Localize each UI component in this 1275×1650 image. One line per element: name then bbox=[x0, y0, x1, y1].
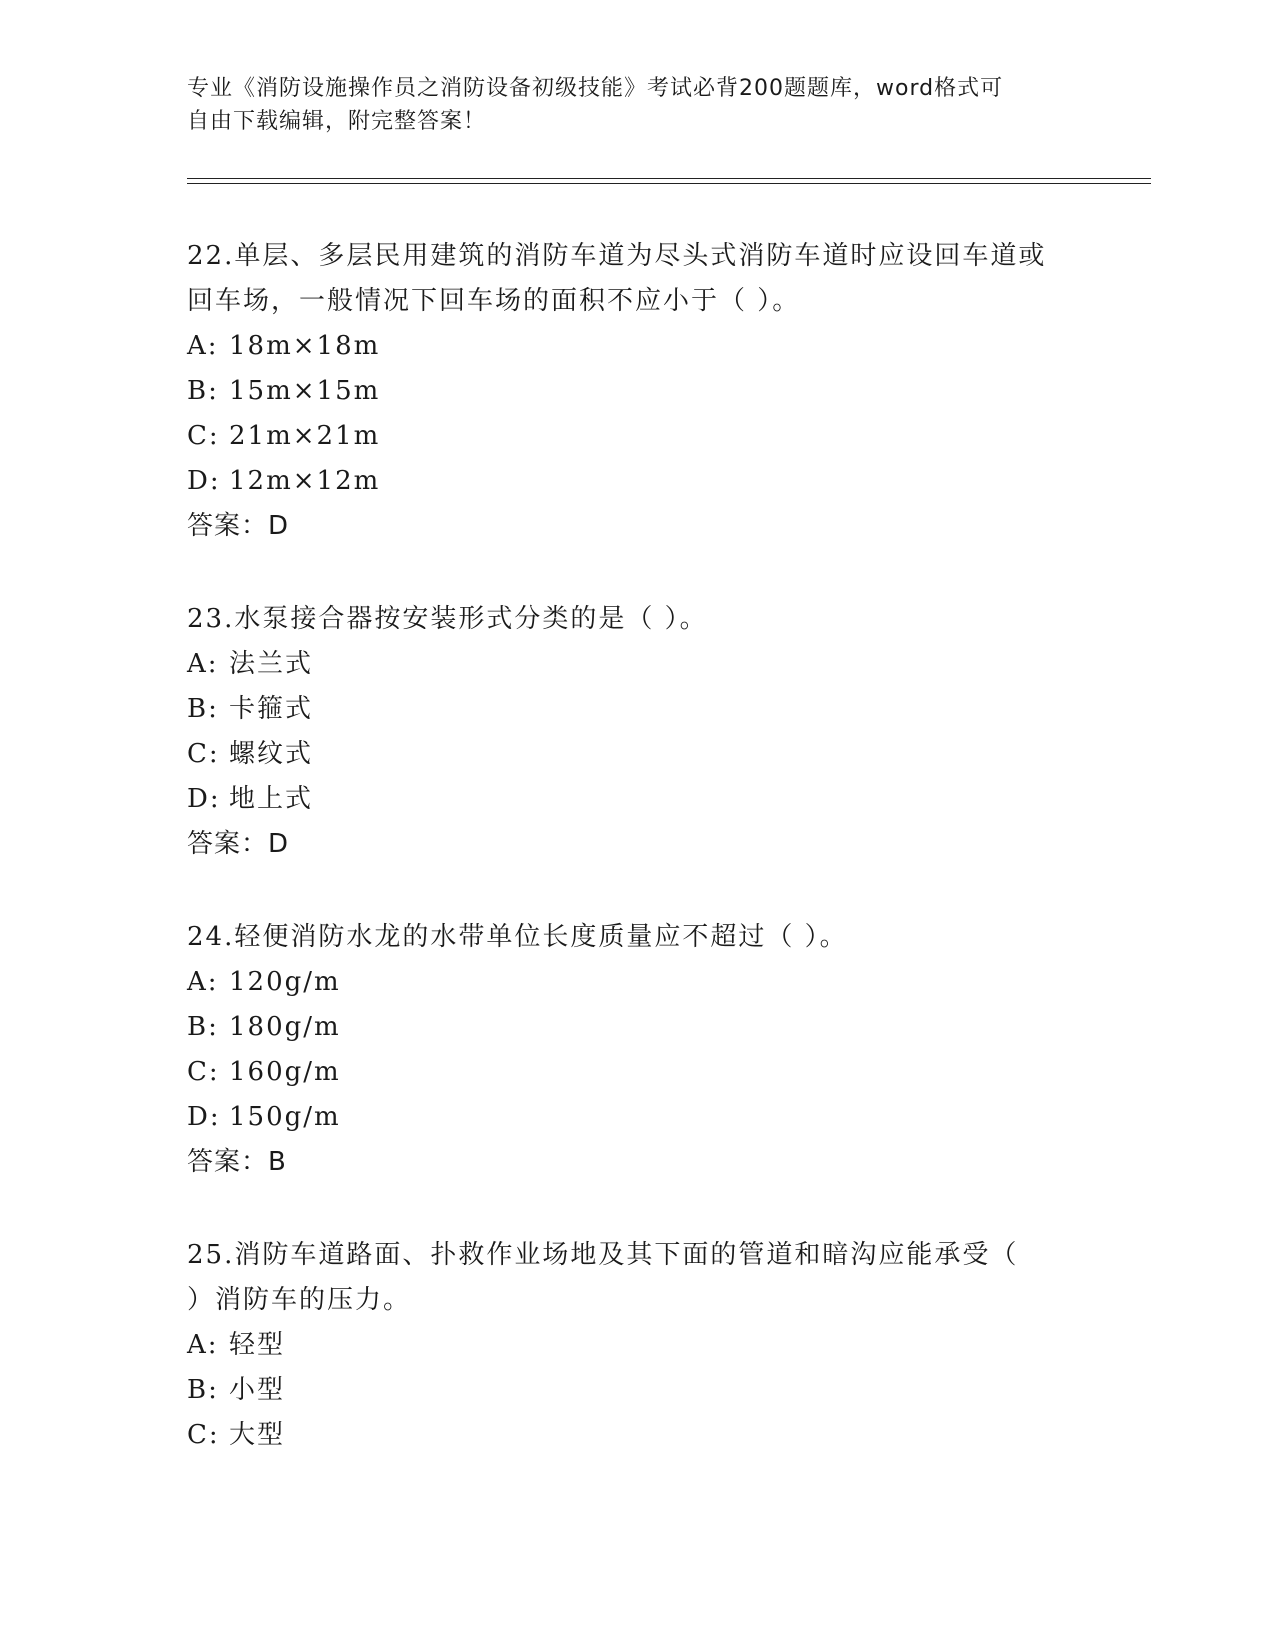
option-b bbox=[187, 369, 1087, 414]
option-a bbox=[187, 324, 1087, 369]
option-d bbox=[187, 459, 1087, 504]
option-text: 21m×21m bbox=[229, 421, 381, 451]
option-c bbox=[187, 414, 1087, 459]
question-stem-line-2: 回车场，一般情况下回车场的面积不应小于（ ）。 bbox=[187, 286, 801, 316]
answer: 答案：D bbox=[187, 511, 290, 541]
question-stem-line-1: 25.消防车道路面、扑救作业场地及其下面的管道和暗沟应能承受（ bbox=[187, 1240, 1019, 1270]
option-text: 120g/m bbox=[229, 967, 341, 997]
option-c bbox=[187, 732, 1087, 777]
header-divider-top bbox=[187, 178, 1151, 179]
option-text: 轻型 bbox=[229, 1330, 286, 1360]
header-line-2: 自由下载编辑，附完整答案！ bbox=[187, 109, 487, 134]
option-text: 法兰式 bbox=[229, 649, 314, 679]
option-b bbox=[187, 1368, 1087, 1413]
option-label: C: bbox=[187, 1057, 220, 1087]
option-text: 12m×12m bbox=[229, 466, 381, 496]
option-label: D: bbox=[187, 784, 221, 814]
option-d bbox=[187, 1095, 1087, 1140]
option-b bbox=[187, 1005, 1087, 1050]
option-label: A: bbox=[187, 649, 219, 679]
option-d bbox=[187, 777, 1087, 822]
question-stem-line-1: 22.单层、多层民用建筑的消防车道为尽头式消防车道时应设回车道或 bbox=[187, 241, 1047, 271]
question-23 bbox=[187, 597, 1087, 867]
option-c bbox=[187, 1050, 1087, 1095]
question-22 bbox=[187, 234, 1087, 549]
answer: 答案：B bbox=[187, 1147, 287, 1177]
option-label: C: bbox=[187, 739, 220, 769]
option-label: D: bbox=[187, 1102, 221, 1132]
question-stem-line-2: ）消防车的压力。 bbox=[187, 1285, 412, 1315]
header-line-1: 专业《消防设施操作员之消防设备初级技能》考试必背200题题库，word格式可 bbox=[187, 76, 1004, 101]
option-label: B: bbox=[187, 1375, 219, 1405]
option-a bbox=[187, 1323, 1087, 1368]
option-label: C: bbox=[187, 1420, 220, 1450]
option-label: B: bbox=[187, 376, 219, 406]
option-c bbox=[187, 1413, 1087, 1458]
option-text: 大型 bbox=[229, 1420, 286, 1450]
question-stem-line-1: 23.水泵接合器按安装形式分类的是（ ）。 bbox=[187, 604, 708, 634]
question-25 bbox=[187, 1233, 1087, 1458]
option-label: B: bbox=[187, 694, 219, 724]
option-label: A: bbox=[187, 967, 219, 997]
option-text: 150g/m bbox=[229, 1102, 341, 1132]
option-a bbox=[187, 960, 1087, 1005]
question-24 bbox=[187, 915, 1087, 1185]
document-header bbox=[187, 72, 1087, 138]
option-text: 15m×15m bbox=[229, 376, 381, 406]
option-a bbox=[187, 642, 1087, 687]
option-text: 小型 bbox=[229, 1375, 286, 1405]
option-label: D: bbox=[187, 466, 221, 496]
option-label: A: bbox=[187, 1330, 219, 1360]
question-stem-line-1: 24.轻便消防水龙的水带单位长度质量应不超过（ ）。 bbox=[187, 922, 848, 952]
option-text: 160g/m bbox=[229, 1057, 341, 1087]
option-b bbox=[187, 687, 1087, 732]
option-text: 螺纹式 bbox=[229, 739, 314, 769]
option-label: A: bbox=[187, 331, 219, 361]
header-divider-bottom bbox=[187, 183, 1151, 184]
option-text: 18m×18m bbox=[229, 331, 381, 361]
option-label: C: bbox=[187, 421, 220, 451]
option-text: 180g/m bbox=[229, 1012, 341, 1042]
option-text: 地上式 bbox=[229, 784, 314, 814]
option-text: 卡箍式 bbox=[229, 694, 314, 724]
option-label: B: bbox=[187, 1012, 219, 1042]
answer: 答案：D bbox=[187, 829, 290, 859]
